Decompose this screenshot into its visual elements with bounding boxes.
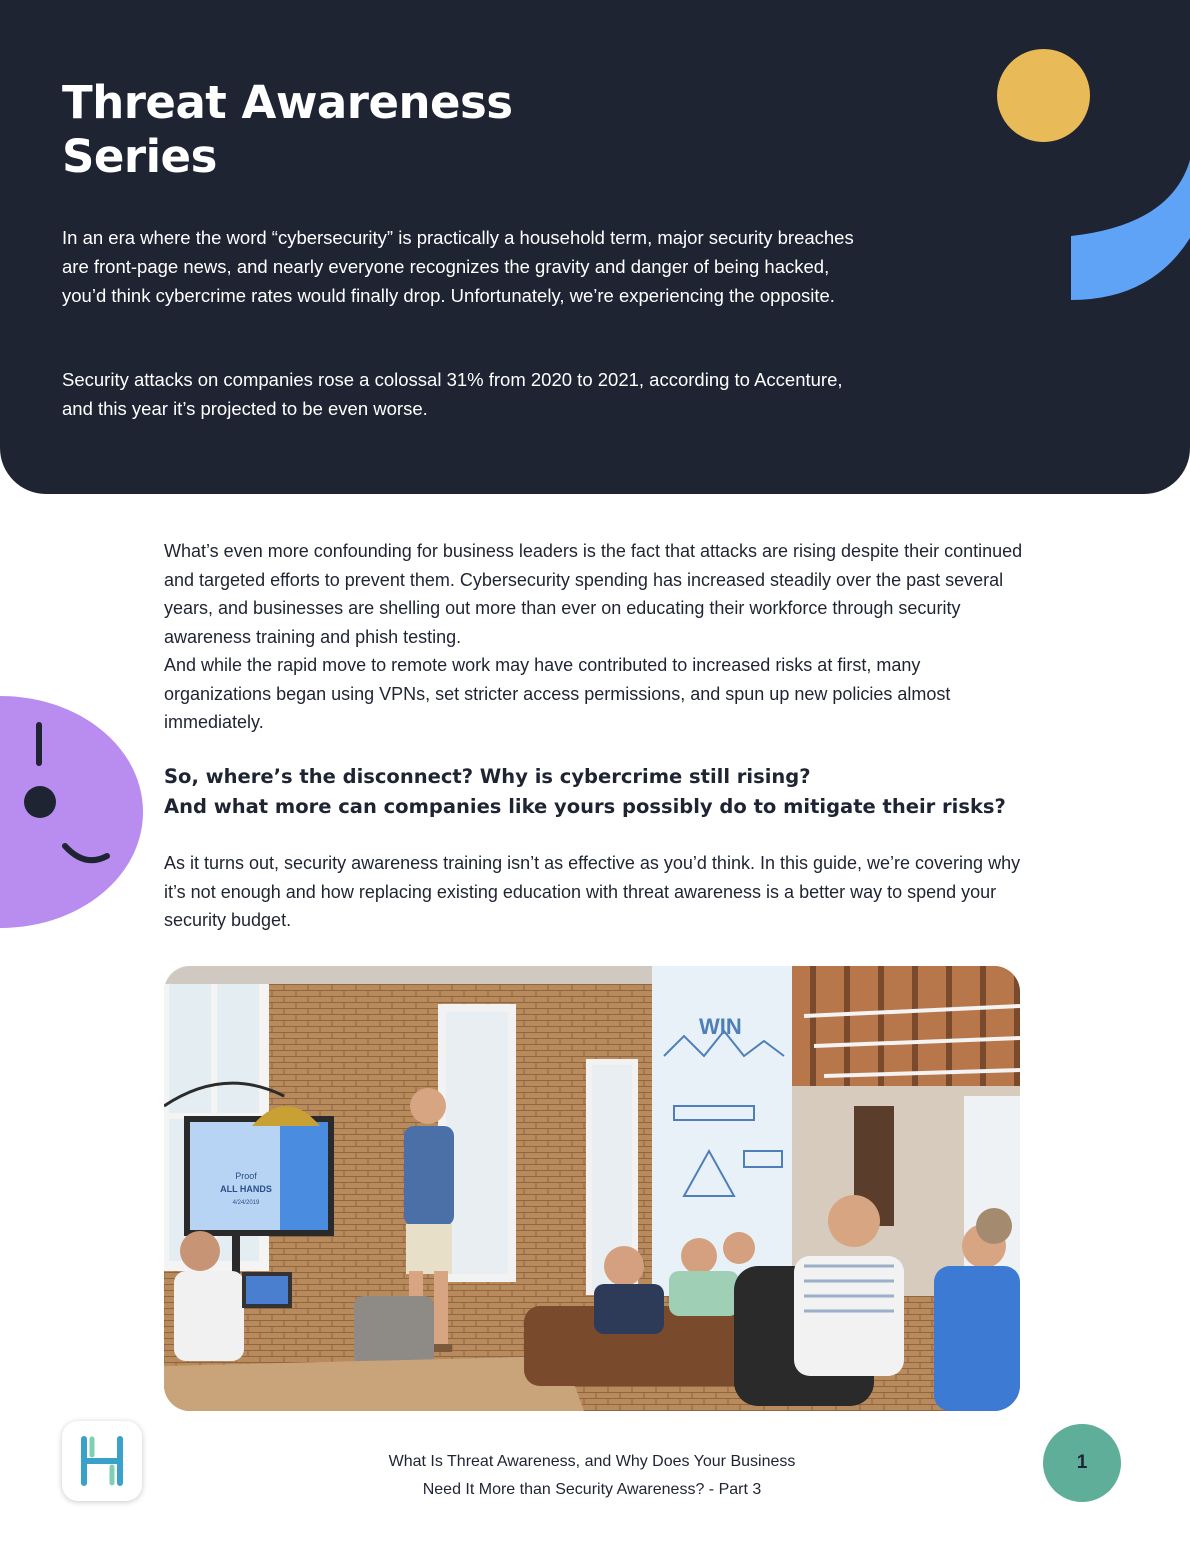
hero-banner [0,0,1190,494]
yellow-circle-decoration [997,49,1090,142]
body-paragraph-1-text: What’s even more confounding for business leaders is the fact that attacks are rising despite their continued and targeted efforts to prevent them. Cybersecurity spending has increased steadily over the past several years, and businesses are shelling out more than ever on educating their workforce through security awareness training and phish testing. [164,541,1023,647]
section-question [164,762,1044,822]
footer-document-title [342,1448,842,1504]
screen-text-3: 4/24/2019 [232,1200,260,1206]
question-line-1: So, where’s the disconnect? Why is cybercrime still rising? [164,765,811,788]
intro-paragraph-1: In an era where the word “cybersecurity” is practically a household term, major security breaches are front-page news, and nearly everyone recognizes the gravity and danger of being hacked, you’d think cybercrime rates would finally drop. Unfortunately, we’re experiencing the opposite. [62,227,854,306]
screen-text-1: Proof [235,1171,257,1181]
body-paragraph-3: As it turns out, security awareness training isn’t as effective as you’d think. In this guide, we’re covering why it’s not enough and how replacing existing education with threat awareness is a better way to spend your security budget. [164,853,1021,930]
winking-face-icon [0,696,145,928]
question-line-2: And what more can companies like yours possibly do to mitigate their risks? [164,795,1006,818]
screen-text-2: ALL HANDS [220,1184,272,1194]
h-logo-icon [62,1421,142,1501]
blue-arc-decoration [1071,160,1190,300]
body-paragraph-2-text: And while the rapid move to remote work may have contributed to increased risks at first, many organizations began using VPNs, set stricter access permissions, and spun up new policies almost immediately. [164,655,951,732]
office-meeting-photo [164,966,1020,1411]
page-number-badge: 1 [1043,1424,1121,1502]
title-line-2: Series [62,130,217,183]
company-logo [62,1421,142,1501]
body-paragraph-1 [164,537,1024,737]
page-title [62,76,513,184]
wall-sign-text: WIN [699,1014,742,1039]
title-line-1: Threat Awareness [62,76,513,129]
intro-paragraph-2: Security attacks on companies rose a colossal 31% from 2020 to 2021, according to Accenture, and this year it’s projected to be even worse. [62,369,843,419]
footer-line-2: Need It More than Security Awareness? - Part 3 [422,1481,762,1498]
footer-line-1: What Is Threat Awareness, and Why Does Your Business [388,1453,796,1470]
